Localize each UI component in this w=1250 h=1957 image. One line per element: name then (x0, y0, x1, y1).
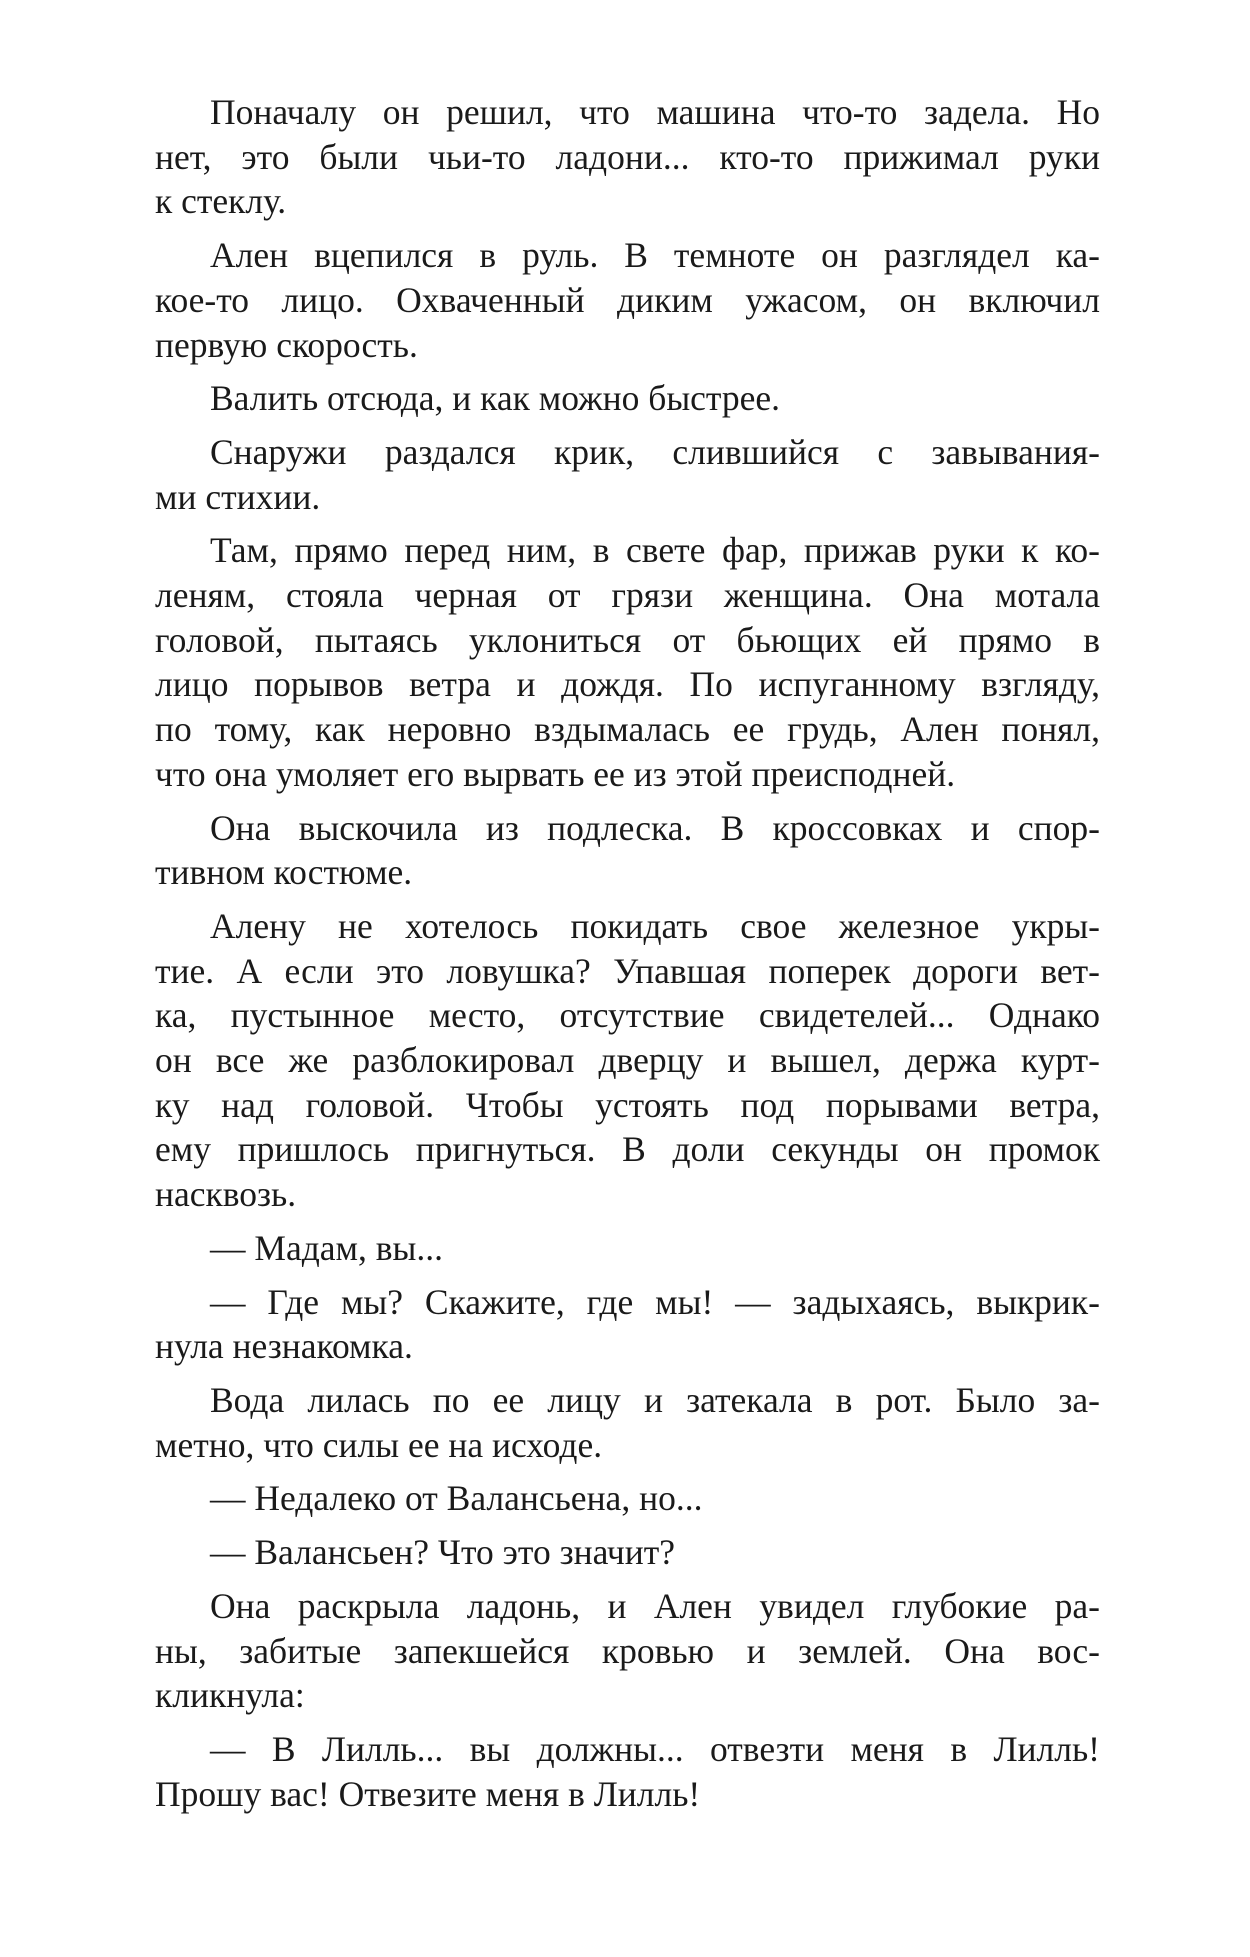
paragraph-1 (155, 90, 1100, 224)
text-line: он все же разблокировал дверцу и вышел, держа курт- (155, 1040, 1100, 1081)
text-line: лицо порывов ветра и дождя. По испуганному взгляду, (155, 664, 1100, 705)
paragraph-7 (155, 904, 1100, 1217)
text-line: ми стихии. (155, 476, 321, 517)
text-line: головой, пытаясь уклониться от бьющих ей прямо в (155, 619, 1100, 660)
dialogue-line-4 (155, 1530, 1100, 1575)
text-line: Алену не хотелось покидать свое железное укры- (210, 905, 1100, 946)
text-line: Она выскочила из подлеска. В кроссовках и спор- (210, 807, 1100, 848)
text-line: насквозь. (155, 1174, 297, 1215)
paragraph-5 (155, 528, 1100, 796)
dialogue-line-5 (155, 1727, 1100, 1816)
dialogue-line-1 (155, 1226, 1100, 1271)
text-line: Там, прямо перед ним, в свете фар, прижав руки к ко- (210, 530, 1100, 571)
text-line: кликнула: (155, 1675, 305, 1716)
text-line: кое-то лицо. Охваченный диким ужасом, он включил (155, 279, 1100, 320)
text-line: — Валансьен? Что это значит? (210, 1532, 676, 1573)
text-line: леням, стояла черная от грязи женщина. Она мотала (155, 575, 1100, 616)
text-line: что она умоляет его вырвать ее из этой преисподней. (155, 753, 956, 794)
text-line: Снаружи раздался крик, слившийся с завывания- (210, 431, 1100, 472)
paragraph-4 (155, 430, 1100, 519)
text-line: метно, что силы ее на исходе. (155, 1424, 603, 1465)
text-line: — Где мы? Скажите, где мы! — задыхаясь, выкрик- (210, 1281, 1100, 1322)
text-line: тивном костюме. (155, 852, 413, 893)
text-line: Ален вцепился в руль. В темноте он разглядел ка- (210, 235, 1100, 276)
text-line: — В Лилль... вы должны... отвезти меня в Лилль! (210, 1728, 1100, 1769)
dialogue-line-3 (155, 1476, 1100, 1521)
text-line: ка, пустынное место, отсутствие свидетелей... Однако (155, 995, 1100, 1036)
dialogue-line-2 (155, 1280, 1100, 1369)
paragraph-8 (155, 1378, 1100, 1467)
paragraph-3 (155, 376, 1100, 421)
text-line: Она раскрыла ладонь, и Ален увидел глубокие ра- (210, 1585, 1100, 1626)
paragraph-9 (155, 1584, 1100, 1718)
book-page (155, 90, 1100, 1825)
text-line: ему пришлось пригнуться. В доли секунды он промок (155, 1129, 1100, 1170)
text-line: — Мадам, вы... (210, 1227, 443, 1268)
text-line: ны, забитые запекшейся кровью и землей. Она вос- (155, 1630, 1100, 1671)
text-line: Поначалу он решил, что машина что-то задела. Но (210, 92, 1100, 132)
text-line: Прошу вас! Отвезите меня в Лилль! (155, 1773, 701, 1814)
text-line: нет, это были чьи-то ладони... кто-то прижимал руки (155, 136, 1100, 177)
paragraph-6 (155, 806, 1100, 895)
paragraph-2 (155, 233, 1100, 367)
text-line: Валить отсюда, и как можно быстрее. (210, 378, 781, 419)
text-line: к стеклу. (155, 181, 287, 222)
text-line: нула незнакомка. (155, 1326, 413, 1367)
text-line: ку над головой. Чтобы устоять под порывами ветра, (155, 1084, 1100, 1125)
text-line: по тому, как неровно вздымалась ее грудь, Ален понял, (155, 709, 1100, 750)
text-line: тие. А если это ловушка? Упавшая поперек дороги вет- (155, 950, 1100, 991)
text-line: Вода лилась по ее лицу и затекала в рот. Было за- (210, 1379, 1100, 1420)
text-line: — Недалеко от Валансьена, но... (210, 1478, 703, 1519)
text-line: первую скорость. (155, 324, 418, 365)
